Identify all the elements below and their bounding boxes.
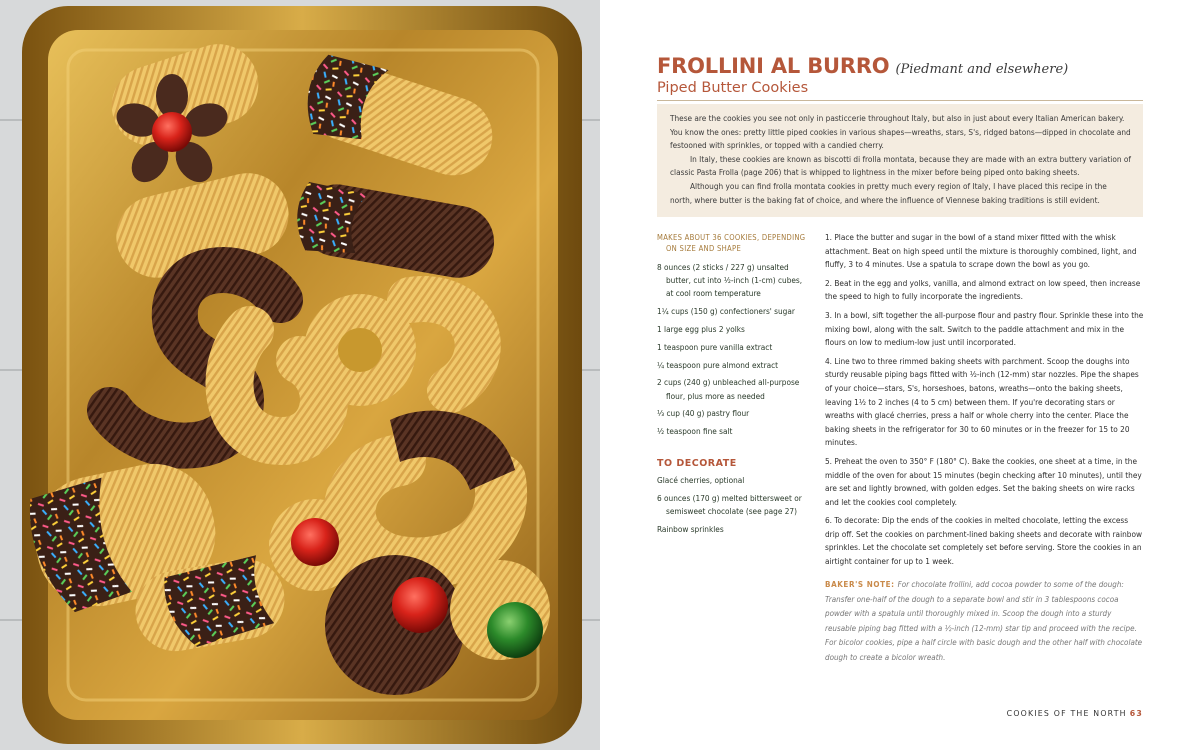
- method-steps: [825, 231, 1144, 574]
- ingredients-column: [657, 232, 807, 541]
- decorate-item: Rainbow sprinkles: [657, 524, 724, 535]
- yield-text: MAKES ABOUT 36 COOKIES, DEPENDING ON SIZE AND SHAPE: [657, 233, 806, 253]
- ingredient-item: 1¼ cups (150 g) confectioners' sugar: [657, 306, 795, 317]
- method-step: 6. To decorate: Dip the ends of the cookies in melted chocolate, letting the excess drip off. Set the cookies on parchment-lined baking sheets and decorate with rainbow sprinkles. Let the chocolate set completely set before serving. Store the cookies in an airtight container for up to 1 week.: [825, 515, 1142, 567]
- bakers-note-label: BAKER'S NOTE:: [825, 580, 895, 589]
- method-step: 2. Beat in the egg and yolks, vanilla, and almond extract on low speed, then increase the speed to high to fully incorporate the ingredients.: [825, 277, 1141, 302]
- choc-wreath-cookie: [325, 555, 465, 695]
- ingredient-item: ⅓ cup (40 g) pastry flour: [657, 408, 750, 419]
- recipe-page: [600, 0, 1200, 750]
- recipe-title: FROLLINI AL BURRO: [657, 54, 890, 78]
- method-step: 5. Preheat the oven to 350° F (180° C). Bake the cookies, one sheet at a time, in the middle of the oven for about 15 minutes (begin checking after 10 minutes), until they are set and lightly browned, with golden edges. Set the baking sheets on wire racks and let the cookies cool completely.: [825, 455, 1142, 507]
- method-step: 4. Line two to three rimmed baking sheets with parchment. Scoop the doughs into sturdy reusable piping bags fitted with ½-inch (12-mm) star nozzles. Pipe the shapes of your choice—stars, S's, horseshoes, batons, wreaths—onto the baking sheets, leaving 1½ to 2 inches (4 to 5 cm) between them. If you're decorating stars or wreaths with glacé cherries, press a half or whole cherry into the center. Place the baking sheets in the refrigerator for 30 to 60 minutes or in the freezer for 15 to 20 minutes.: [825, 355, 1139, 448]
- intro-box: [657, 104, 1143, 217]
- page-footer: [1007, 709, 1143, 718]
- recipe-region: (Piedmant and elsewhere): [895, 62, 1069, 77]
- bakers-note-text: For chocolate frollini, add cocoa powder to some of the dough: Transfer one-half of the dough to a separate bowl and stir in 3 tablespoons cocoa powder with a spatula until thoroughly mixed in. Scoop the dough into a sturdy reusable piping bag fitted with a ½-inch (12-mm) star tip and proceed with the recipe. For bicolor cookies, pipe a half circle with basic dough and the other half with chocolate dough to create a bicolor wreath.: [825, 580, 1143, 662]
- title-row: [657, 54, 1068, 78]
- recipe-subtitle: Piped Butter Cookies: [657, 80, 809, 96]
- decorate-heading: TO DECORATE: [657, 458, 737, 470]
- method-step: 1. Place the butter and sugar in the bowl of a stand mixer fitted with the whisk attachment. Beat on high speed until the mixture is thoroughly combined, light, and fluffy, 3 to 4 minutes. Use a spatula to scrape down the bowl as you go.: [825, 232, 1137, 270]
- green-cherry: [487, 602, 543, 658]
- intro-paragraph: Although you can find frolla montata cookies in pretty much every region of Italy, I have placed this recipe in the north, where butter is the baking fat of choice, and where the influence of Viennese baking traditions is still evident.: [670, 180, 1107, 205]
- ingredient-item: 1 teaspoon pure vanilla extract: [657, 341, 773, 352]
- ingredient-item: 8 ounces (2 sticks / 227 g) unsalted butter, cut into ½-inch (1-cm) cubes, at cool room temperature: [657, 262, 803, 299]
- bakers-note: [825, 578, 1144, 665]
- ingredient-item: 2 cups (240 g) unbleached all-purpose flour, plus more as needed: [657, 377, 800, 401]
- ingredient-item: ¼ teaspoon pure almond extract: [657, 359, 779, 370]
- intro-paragraph: These are the cookies you see not only in pasticcerie throughout Italy, but also in just about every Italian American bakery. You know the ones: pretty little piped cookies in various shapes—wreaths, stars, S's, ridged batons—dipped in chocolate and festooned with sprinkles, or topped with a candied cherry.: [670, 113, 1131, 151]
- method-step: 3. In a bowl, sift together the all-purpose flour and pastry flour. Sprinkle these into the mixing bowl, along with the salt. Switch to the paddle attachment and mix in the flours on low to medium-low just until incorporated.: [825, 309, 1144, 348]
- decorate-item: Glacé cherries, optional: [657, 475, 745, 486]
- title-divider: [657, 100, 1143, 101]
- ingredient-item: ½ teaspoon fine salt: [657, 426, 733, 437]
- footer-section: COOKIES OF THE NORTH: [1006, 709, 1127, 718]
- page-number: 63: [1129, 709, 1143, 718]
- intro-paragraph: In Italy, these cookies are known as biscotti di frolla montata, because they are made with an extra buttery variation of classic Pasta Frolla (page 206) that is whipped to lightness in the mixer before being piped onto baking sheets.: [670, 153, 1131, 178]
- ingredient-item: 1 large egg plus 2 yolks: [657, 324, 745, 334]
- decorate-item: 6 ounces (170 g) melted bittersweet or semisweet chocolate (see page 27): [657, 493, 802, 517]
- red-cherry: [291, 518, 339, 566]
